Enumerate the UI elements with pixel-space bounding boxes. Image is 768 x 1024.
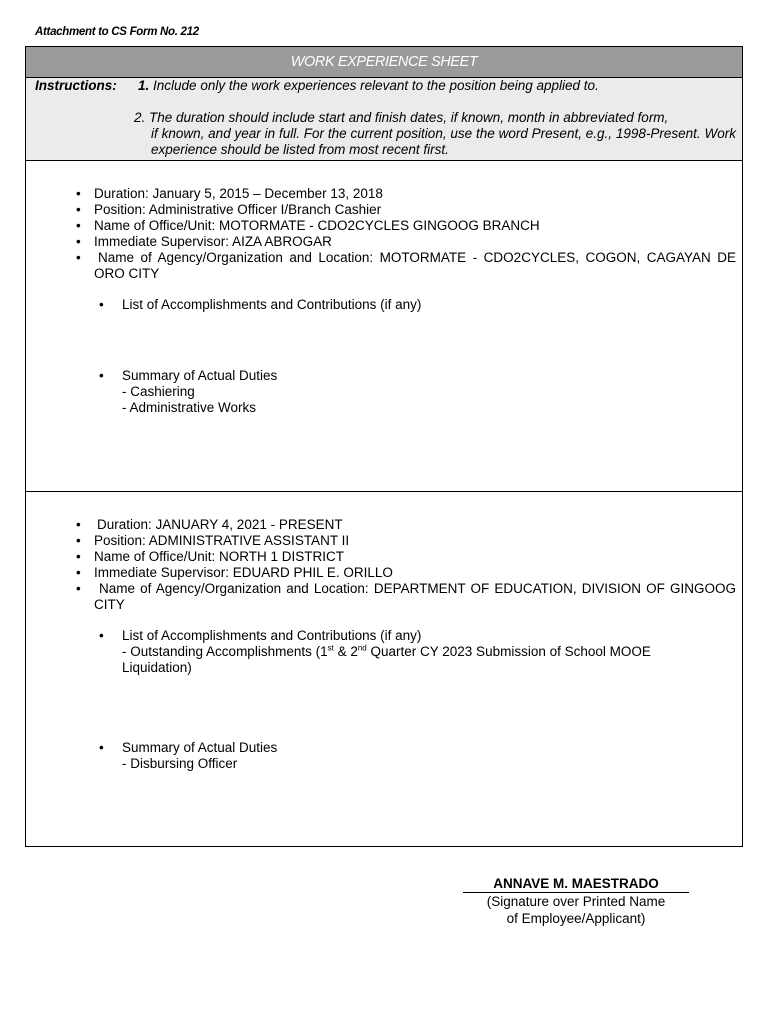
entry-2-agency: • Name of Agency/Organization and Location: DEPARTMENT OF EDUCATION, DIVISION OF GINGOOG CITY	[76, 581, 736, 612]
entry-2-duration: • Duration: JANUARY 4, 2021 - PRESENT	[76, 517, 343, 532]
attachment-reference: Attachment to CS Form No. 212	[35, 26, 199, 38]
bullet-icon: •	[76, 218, 81, 233]
entry-1-accomplishments: • List of Accomplishments and Contributions (if any)	[99, 297, 422, 312]
work-entry-2	[26, 492, 742, 847]
bullet-icon: •	[76, 533, 81, 548]
bullet-icon: •	[76, 186, 81, 201]
instructions-block	[26, 78, 742, 161]
work-experience-form	[25, 46, 743, 847]
bullet-icon: •	[99, 297, 104, 312]
signatory-name: ANNAVE M. MAESTRADO	[463, 876, 689, 893]
entry-1-supervisor: • Immediate Supervisor: AIZA ABROGAR	[76, 234, 332, 249]
entry-1-agency: • Name of Agency/Organization and Location: MOTORMATE - CDO2CYCLES, COGON, CAGAYAN DE ORO CITY	[76, 250, 736, 281]
entry-1-duration: • Duration: January 5, 2015 – December 13, 2018	[76, 186, 383, 201]
entry-2-supervisor: • Immediate Supervisor: EDUARD PHIL E. ORILLO	[76, 565, 393, 580]
signature-caption-line1: (Signature over Printed Name	[486, 894, 666, 909]
bullet-icon: •	[99, 740, 104, 755]
bullet-icon: •	[76, 517, 81, 532]
duty-item: - Disbursing Officer	[122, 756, 238, 771]
instruction-item-1-number: 1.	[138, 78, 150, 93]
bullet-icon: •	[76, 250, 81, 265]
signature-caption-line2: of Employee/Applicant)	[506, 911, 646, 926]
instructions-label: Instructions:	[35, 78, 117, 93]
entry-1-office: • Name of Office/Unit: MOTORMATE - CDO2CYCLES GINGOOG BRANCH	[76, 218, 540, 233]
accomplishment-item: - Outstanding Accomplishments (1st & 2nd Quarter CY 2023 Submission of School MOOE Liquidation)	[122, 643, 651, 675]
bullet-icon: •	[76, 202, 81, 217]
entry-1-position: • Position: Administrative Officer I/Branch Cashier	[76, 202, 382, 217]
entry-2-office: • Name of Office/Unit: NORTH 1 DISTRICT	[76, 549, 345, 564]
instruction-item-2	[134, 110, 736, 158]
bullet-icon: •	[99, 368, 104, 383]
entry-2-duties: • Summary of Actual Duties - Disbursing Officer	[99, 740, 719, 772]
instruction-item-2-line1: 2. The duration should include start and finish dates, if known, month in abbreviated form,	[134, 110, 669, 125]
instruction-item-2-rest: if known, and year in full. For the current position, use the word Present, e.g., 1998-Present. Work experience should be listed from most recent first.	[151, 126, 736, 157]
bullet-icon: •	[99, 628, 104, 643]
sheet-title: WORK EXPERIENCE SHEET	[26, 47, 742, 78]
duty-item: - Administrative Works	[122, 400, 257, 415]
entry-2-accomplishments: • List of Accomplishments and Contributions (if any) - Outstanding Accomplishments (1st & 2nd Quarter CY 2023 Submission of School MOOE Liquidation)	[99, 628, 719, 676]
entry-2-position: • Position: ADMINISTRATIVE ASSISTANT II	[76, 533, 350, 548]
signature-block	[463, 876, 689, 927]
instruction-item-1	[138, 78, 599, 93]
entry-1-duties: • Summary of Actual Duties - Cashiering - Administrative Works	[99, 368, 719, 416]
work-entry-1	[26, 161, 742, 492]
bullet-icon: •	[76, 234, 81, 249]
bullet-icon: •	[76, 581, 81, 596]
bullet-icon: •	[76, 565, 81, 580]
duty-item: - Cashiering	[122, 384, 195, 399]
instruction-item-1-text: Include only the work experiences relevant to the position being applied to.	[153, 78, 599, 93]
bullet-icon: •	[76, 549, 81, 564]
